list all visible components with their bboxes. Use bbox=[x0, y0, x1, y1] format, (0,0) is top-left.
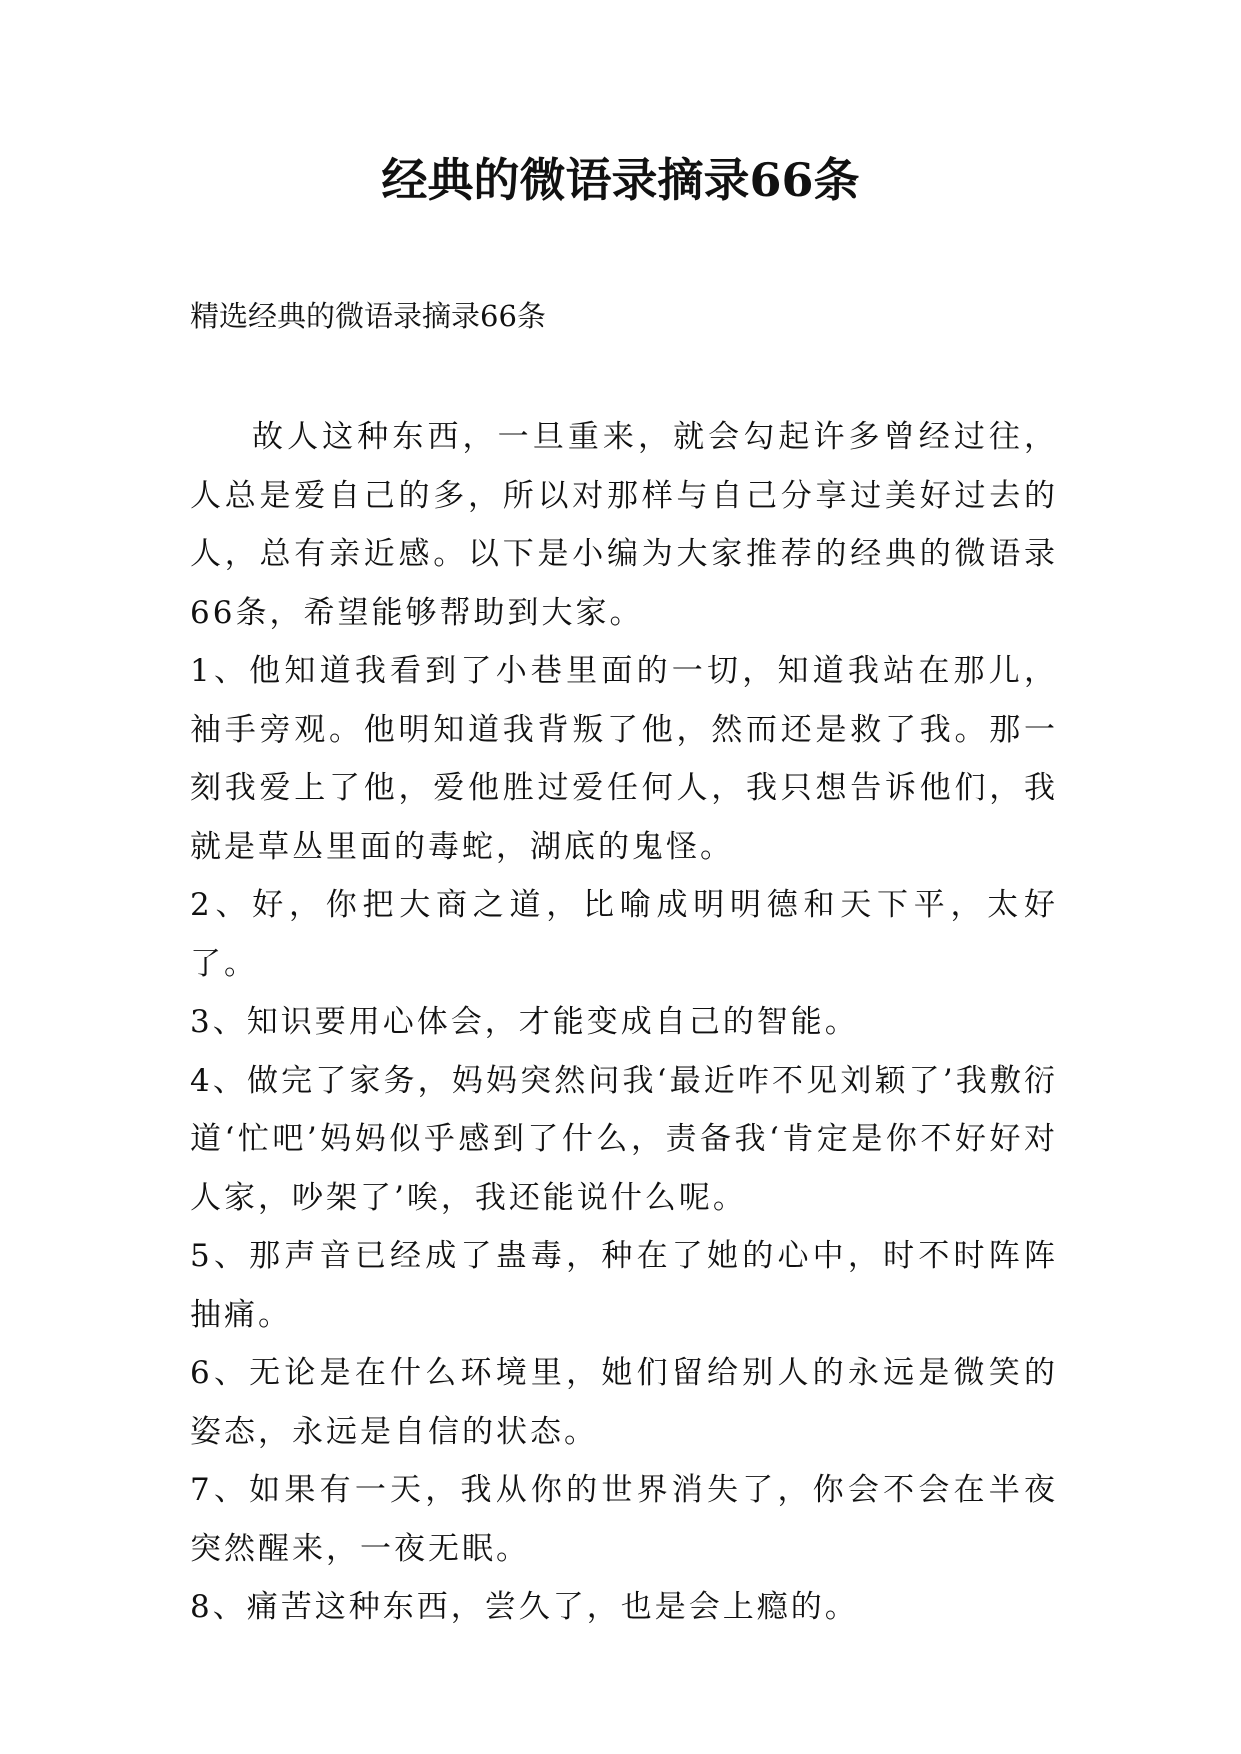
list-item: 5、那声音已经成了蛊毒，种在了她的心中，时不时阵阵抽痛。 bbox=[190, 1238, 1058, 1333]
intro-paragraph: 故人这种东西，一旦重来，就会勾起许多曾经过往，人总是爱自己的多，所以对那样与自己分享过美好过去的人，总有亲近感。以下是小编为大家推荐的经典的微语录66条，希望能够帮助到大家。 bbox=[190, 419, 1058, 631]
document-subtitle: 精选经典的微语录摘录66条 bbox=[190, 299, 546, 333]
list-item: 3、知识要用心体会，才能变成自己的智能。 bbox=[190, 1004, 859, 1040]
list-item: 8、痛苦这种东西，尝久了，也是会上瘾的。 bbox=[190, 1589, 859, 1625]
list-item: 4、做完了家务，妈妈突然问我‘最近咋不见刘颖了’我敷衍道‘忙吧’妈妈似乎感到了什么，责备我‘肯定是你不好好对人家，吵架了’唉，我还能说什么呢。 bbox=[190, 1062, 1058, 1216]
document-body bbox=[190, 408, 1058, 1637]
list-item: 1、他知道我看到了小巷里面的一切，知道我站在那儿，袖手旁观。他明知道我背叛了他，然而还是救了我。那一刻我爱上了他，爱他胜过爱任何人，我只想告诉他们，我就是草丛里面的毒蛇，湖底的鬼怪。 bbox=[190, 653, 1058, 865]
list-item: 7、如果有一天，我从你的世界消失了，你会不会在半夜突然醒来，一夜无眠。 bbox=[190, 1472, 1058, 1567]
document-title: 经典的微语录摘录66条 bbox=[381, 153, 860, 207]
list-item: 2、好，你把大商之道，比喻成明明德和天下平，太好了。 bbox=[190, 887, 1058, 982]
list-item: 6、无论是在什么环境里，她们留给别人的永远是微笑的姿态，永远是自信的状态。 bbox=[190, 1355, 1058, 1450]
